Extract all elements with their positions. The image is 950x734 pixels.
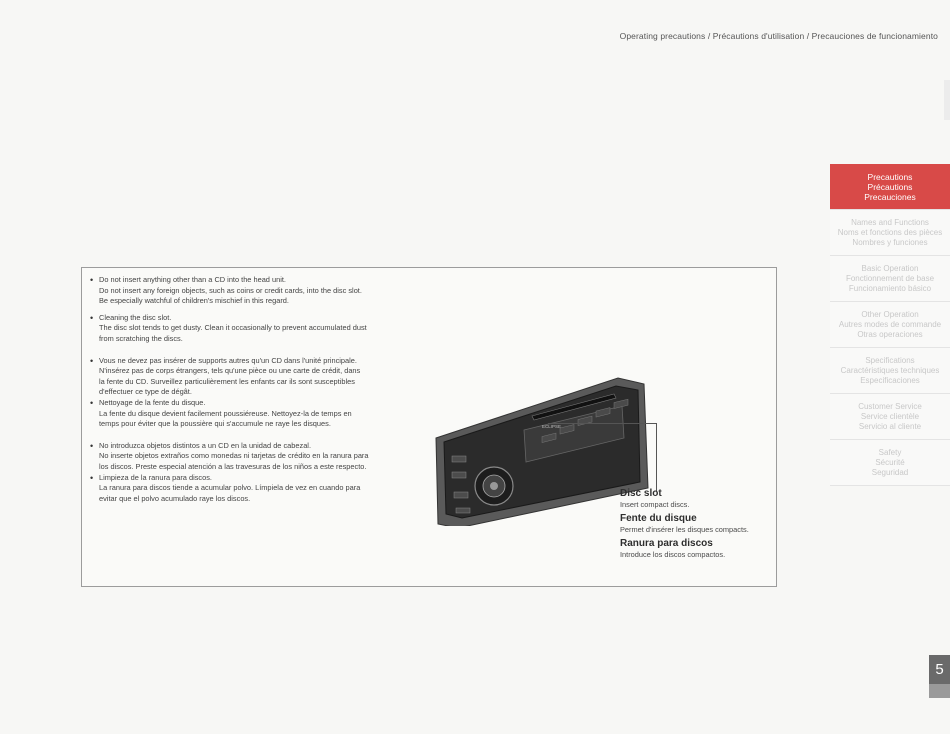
tab-label: Funcionamiento básico [848,283,932,293]
sidebar-nav [830,164,950,486]
tab-label: Autres modes de commande [838,319,942,329]
callout-title-fr: Fente du disque [620,513,697,524]
tab-label: Basic Operation [861,263,919,273]
precautions-box [81,267,777,587]
tab-label: Otras operaciones [857,329,923,339]
tab-label: Caractéristiques techniques [840,365,940,375]
tab-other-operation[interactable] [830,302,950,348]
tab-label: Especificaciones [860,375,920,385]
tab-specifications[interactable] [830,348,950,394]
bullet-fr-2: • Nettoyage de la fente du disque. [90,398,400,409]
bullet-text: los discos. Preste especial atención a las travesuras de los niños a este respecto. [99,461,367,471]
bullet-text: La ranura para discos tiende a acumular polvo. Límpiela de vez en cuando para [99,483,361,493]
callout-line [548,423,657,424]
side-button [456,508,470,513]
tab-label: Seguridad [871,467,909,477]
bullet-text: Do not insert any foreign objects, such as coins or credit cards, into the disc slot. [99,285,362,295]
callout-desc-fr: Permet d'insérer les disques compacts. [620,525,749,534]
tab-label: Nombres y funciones [852,237,928,247]
bullet-text: d'effectuer ce type de dégât. [99,387,192,397]
callout-desc-es: Introduce los discos compactos. [620,550,726,559]
tab-label: Customer Service [858,401,922,411]
bullet-text: No inserte objetos extraños como monedas ni tarjetas de crédito en la ranura para [99,451,369,461]
tab-label: Safety [878,447,902,457]
bullet-text: temps pour éviter que la poussière qui s'accumule ne raye les disques. [99,419,331,429]
tab-label: Noms et fonctions des pièces [837,227,943,237]
tab-label: Specifications [865,355,915,365]
tab-safety[interactable] [830,440,950,486]
bullet-text: la fente du CD. Surveillez particulièrement les enfants car ils sont susceptibles [99,376,355,386]
side-button [454,492,468,498]
callout-title-en: Disc slot [620,488,662,499]
page-edge [944,80,950,120]
volume-knob-center [490,482,498,490]
bullet-text: N'insérez pas de corps étrangers, tels qu'une pièce ou une carte de crédit, dans [99,366,361,376]
tab-label: Names and Functions [851,217,929,227]
page-number: 5 [929,655,950,684]
tab-precautions[interactable] [830,164,950,210]
tab-label: Servicio al cliente [858,421,922,431]
side-button [452,456,466,462]
callout-desc-en: Insert compact discs. [620,500,690,509]
callout-labels [620,488,770,563]
precautions-text [90,275,400,504]
page-number-strip [929,684,950,698]
device-brand: ECLIPSE [542,424,562,429]
tab-names-and-functions[interactable] [830,210,950,256]
bullet-es-2: • Limpieza de la ranura para discos. [90,473,400,484]
bullet-text: Be especially watchful of children's mischief in this regard. [99,296,289,306]
bullet-text: La fente du disque devient facilement poussiéreuse. Nettoyez-la de temps en [99,408,352,418]
bullet-en-1: • Do not insert anything other than a CD into the head unit. [90,275,400,286]
tab-label: Precautions [867,171,913,182]
tab-basic-operation[interactable] [830,256,950,302]
tab-label: Other Operation [861,309,919,319]
tab-label: Sécurité [875,457,905,467]
side-button [452,472,466,478]
tab-customer-service[interactable] [830,394,950,440]
page-header: Operating precautions / Précautions d'utilisation / Precauciones de funcionamiento [619,31,938,41]
bullet-es-1: • No introduzca objetos distintos a un CD en la unidad de cabezal. [90,441,400,452]
bullet-text: from scratching the discs. [99,333,183,343]
callout-title-es: Ranura para discos [620,538,713,549]
bullet-text: evitar que el polvo acumulado raye los discos. [99,493,251,503]
tab-label: Service clientèle [860,411,920,421]
bullet-text: The disc slot tends to get dusty. Clean it occasionally to prevent accumulated dust [99,323,367,333]
tab-label: Precauciones [864,191,916,202]
tab-label: Précautions [867,181,913,192]
bullet-en-2: • Cleaning the disc slot. [90,313,400,324]
tab-label: Fonctionnement de base [845,273,935,283]
callout-line [656,423,657,491]
bullet-fr-1: • Vous ne devez pas insérer de supports autres qu'un CD dans l'unité principale. [90,356,400,367]
